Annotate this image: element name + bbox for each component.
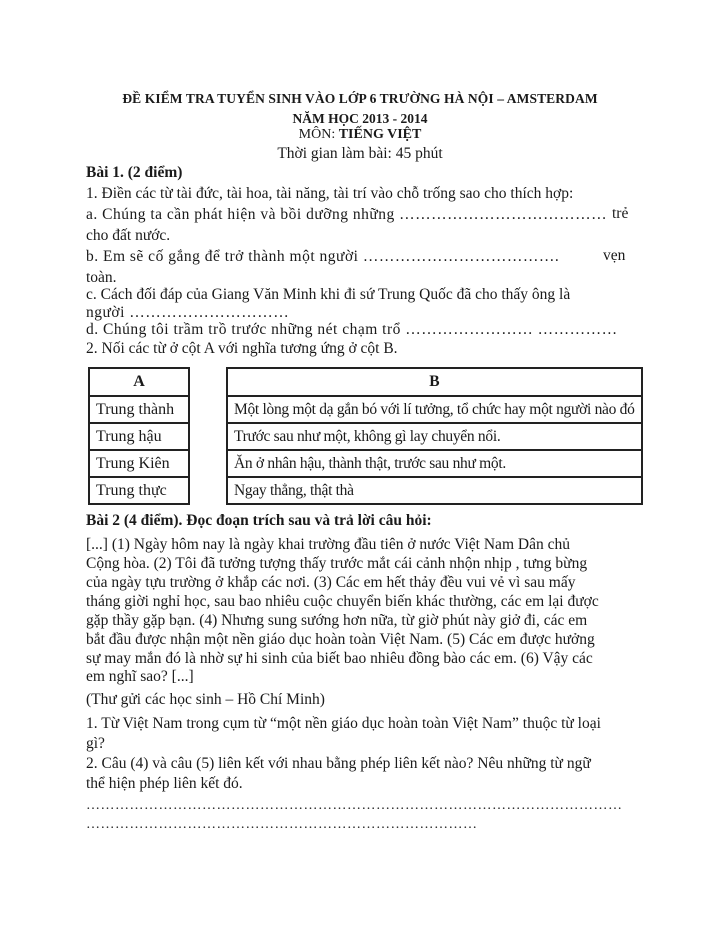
passage-line: bắt đầu được nhận một nền giáo dục hoàn toàn Việt Nam. (5) Các em được hưởng [86, 631, 595, 648]
bai2-q1-line1: 1. Từ Việt Nam trong cụm từ “một nền giáo dục hoàn toàn Việt Nam” thuộc từ loại [86, 715, 601, 732]
passage-line: của ngày tựu trường ở khắp các nơi. (3) Các em hết thảy đều vui vẻ vì sau mấy [86, 574, 576, 591]
answer-dots-line: ………………………………………………………………………………………………… [86, 798, 623, 813]
bai1-c-line2: người ………………………… [86, 304, 290, 321]
column-b-table [226, 367, 643, 505]
bai2-q2-line1: 2. Câu (4) và câu (5) liên kết với nhau bằng phép liên kết nào? Nêu những từ ngữ [86, 755, 591, 772]
bai1-q2: 2. Nối các từ ở cột A với nghĩa tương ứng ở cột B. [86, 340, 398, 357]
column-a-cell: Trung thành [89, 396, 189, 423]
bai1-b-line1: b. Em sẽ cố gắng để trở thành một người ………………………………. [86, 248, 560, 265]
passage-line: sự may mắn đó là nhờ sự hi sinh của biết bao nhiêu đồng bào các em. (6) Vậy các [86, 650, 593, 667]
column-a-table [88, 367, 190, 505]
bai2-q1-line2: gì? [86, 735, 105, 752]
answer-dots-line: ……………………………………………………………………… [86, 817, 478, 832]
bai1-a-line1-end: trẻ [612, 205, 629, 222]
bai1-q1: 1. Điền các từ tài đức, tài hoa, tài năng, tài trí vào chỗ trống sao cho thích hợp: [86, 185, 574, 202]
subject-prefix: MÔN: [298, 127, 339, 142]
school-year: NĂM HỌC 2013 - 2014 [292, 111, 428, 126]
passage-line: [...] (1) Ngày hôm nay là ngày khai trường đầu tiên ở nước Việt Nam Dân chủ [86, 536, 570, 553]
bai1-b-line2: toàn. [86, 269, 117, 286]
bai2-heading: Bài 2 (4 điểm). Đọc đoạn trích sau và trả lời câu hỏi: [86, 512, 432, 529]
bai1-a-line2: cho đất nước. [86, 227, 171, 244]
bai2-q2-line2: thể hiện phép liên kết đó. [86, 775, 243, 792]
subject-line [0, 127, 720, 143]
exam-title: ĐỀ KIỂM TRA TUYỂN SINH VÀO LỚP 6 TRƯỜNG HÀ NỘI – AMSTERDAM [122, 91, 598, 106]
bai1-a-line1: a. Chúng ta cần phát hiện và bồi dưỡng những ………………………………… [86, 206, 608, 223]
time-limit: Thời gian làm bài: 45 phút [277, 145, 443, 162]
column-b-cell: Trước sau như một, không gì lay chuyển nổi. [227, 423, 642, 450]
column-b-cell: Ăn ở nhân hậu, thành thật, trước sau như một. [227, 450, 642, 477]
column-a-cell: Trung Kiên [89, 450, 189, 477]
bai1-d-line1: d. Chúng tôi trầm trồ trước những nét chạm trổ …………………… …………… [86, 321, 618, 338]
column-b-cell: Ngay thẳng, thật thà [227, 477, 642, 504]
bai1-b-line1-end: vẹn [603, 247, 626, 264]
bai1-c-line1: c. Cách đối đáp của Giang Văn Minh khi đi sứ Trung Quốc đã cho thấy ông là [86, 286, 571, 303]
column-a-header: A [89, 368, 189, 396]
passage-source: (Thư gửi các học sinh – Hồ Chí Minh) [86, 691, 325, 708]
passage-line: em nghĩ sao? [...] [86, 668, 194, 685]
passage-line: Cộng hòa. (2) Tôi đã tưởng tượng thấy trước mắt cái cảnh nhộn nhịp , tưng bừng [86, 555, 588, 572]
bai1-heading: Bài 1. (2 điểm) [86, 164, 183, 181]
column-b-header: B [227, 368, 642, 396]
column-b-cell: Một lòng một dạ gắn bó với lí tưởng, tổ chức hay một người nào đó [227, 396, 642, 423]
passage-line: gặp thầy gặp bạn. (4) Nhưng sung sướng hơn nữa, từ giờ phút này giở đi, các em [86, 612, 588, 629]
column-a-cell: Trung hậu [89, 423, 189, 450]
subject-name: TIẾNG VIỆT [338, 127, 422, 142]
passage-line: tháng giời nghỉ học, sau bao nhiêu cuộc chuyển biến khác thường, các em lại được [86, 593, 599, 610]
column-a-cell: Trung thực [89, 477, 189, 504]
